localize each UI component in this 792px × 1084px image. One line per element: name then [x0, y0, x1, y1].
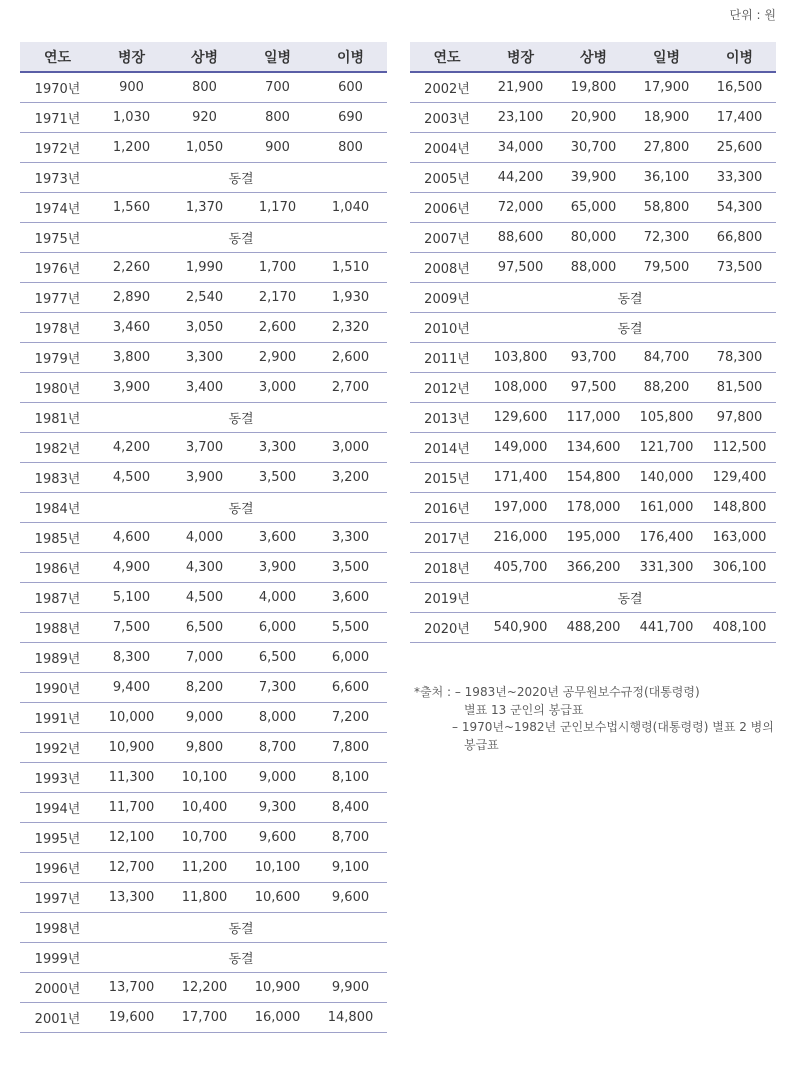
header-corporal: 상병 — [557, 42, 630, 72]
table-row — [20, 313, 387, 343]
pay-cell: 3,400 — [168, 373, 241, 403]
table-row — [20, 463, 387, 493]
header-private-first-class: 일병 — [241, 42, 314, 72]
unit-label: 단위 : 원 — [729, 8, 776, 22]
frozen-cell: 동결 — [484, 583, 776, 613]
pay-cell: 108,000 — [484, 373, 557, 403]
pay-cell: 17,900 — [630, 72, 703, 103]
pay-cell: 10,100 — [168, 763, 241, 793]
pay-cell: 97,500 — [557, 373, 630, 403]
pay-cell: 3,300 — [241, 433, 314, 463]
pay-cell: 4,000 — [241, 583, 314, 613]
pay-cell: 3,900 — [168, 463, 241, 493]
pay-cell: 8,700 — [241, 733, 314, 763]
table-row — [410, 553, 776, 583]
pay-cell: 121,700 — [630, 433, 703, 463]
pay-cell: 408,100 — [703, 613, 776, 643]
pay-cell: 178,000 — [557, 493, 630, 523]
source-note-line: *출처 : – 1983년~2020년 공무원보수규정(대통령령) — [414, 685, 700, 699]
pay-cell: 3,000 — [241, 373, 314, 403]
pay-cell: 129,600 — [484, 403, 557, 433]
year-cell: 1999년 — [20, 943, 95, 973]
pay-cell: 2,320 — [314, 313, 387, 343]
pay-cell: 2,540 — [168, 283, 241, 313]
frozen-cell: 동결 — [95, 403, 387, 433]
pay-cell: 7,000 — [168, 643, 241, 673]
pay-cell: 8,000 — [241, 703, 314, 733]
pay-cell: 13,300 — [95, 883, 168, 913]
pay-cell: 4,900 — [95, 553, 168, 583]
pay-cell: 140,000 — [630, 463, 703, 493]
pay-cell: 78,300 — [703, 343, 776, 373]
pay-cell: 12,700 — [95, 853, 168, 883]
table-row — [20, 913, 387, 943]
year-cell: 2004년 — [410, 133, 484, 163]
pay-cell: 197,000 — [484, 493, 557, 523]
pay-cell: 11,200 — [168, 853, 241, 883]
table-row — [20, 643, 387, 673]
year-cell: 1982년 — [20, 433, 95, 463]
frozen-cell: 동결 — [95, 493, 387, 523]
table-row — [410, 583, 776, 613]
table-row — [20, 163, 387, 193]
pay-cell: 1,040 — [314, 193, 387, 223]
pay-cell: 39,900 — [557, 163, 630, 193]
pay-cell: 7,500 — [95, 613, 168, 643]
pay-table-left — [20, 42, 387, 1033]
year-cell: 1973년 — [20, 163, 95, 193]
table-row — [20, 373, 387, 403]
pay-cell: 6,000 — [241, 613, 314, 643]
pay-cell: 3,700 — [168, 433, 241, 463]
year-cell: 1977년 — [20, 283, 95, 313]
pay-cell: 117,000 — [557, 403, 630, 433]
table-row — [20, 283, 387, 313]
table-header-row — [410, 42, 776, 72]
pay-cell: 900 — [241, 133, 314, 163]
table-row — [20, 133, 387, 163]
pay-cell: 112,500 — [703, 433, 776, 463]
pay-cell: 3,900 — [241, 553, 314, 583]
pay-cell: 10,600 — [241, 883, 314, 913]
table-row — [410, 133, 776, 163]
pay-cell: 331,300 — [630, 553, 703, 583]
pay-cell: 9,900 — [314, 973, 387, 1003]
table-row — [20, 193, 387, 223]
table-row — [20, 103, 387, 133]
pay-cell: 1,700 — [241, 253, 314, 283]
year-cell: 1993년 — [20, 763, 95, 793]
year-cell: 1989년 — [20, 643, 95, 673]
pay-cell: 2,260 — [95, 253, 168, 283]
pay-cell: 3,200 — [314, 463, 387, 493]
pay-cell: 2,170 — [241, 283, 314, 313]
pay-cell: 11,800 — [168, 883, 241, 913]
table-row — [20, 553, 387, 583]
table-row — [410, 283, 776, 313]
pay-cell: 73,500 — [703, 253, 776, 283]
pay-cell: 900 — [95, 72, 168, 103]
table-row — [20, 853, 387, 883]
pay-cell: 8,300 — [95, 643, 168, 673]
pay-table-right — [410, 42, 776, 643]
pay-cell: 3,800 — [95, 343, 168, 373]
year-cell: 2000년 — [20, 973, 95, 1003]
pay-cell: 7,200 — [314, 703, 387, 733]
year-cell: 1994년 — [20, 793, 95, 823]
year-cell: 1980년 — [20, 373, 95, 403]
pay-cell: 6,500 — [168, 613, 241, 643]
pay-cell: 10,100 — [241, 853, 314, 883]
table-row — [20, 823, 387, 853]
pay-cell: 1,030 — [95, 103, 168, 133]
pay-cell: 488,200 — [557, 613, 630, 643]
header-sergeant: 병장 — [95, 42, 168, 72]
pay-cell: 690 — [314, 103, 387, 133]
pay-cell: 600 — [314, 72, 387, 103]
pay-cell: 88,200 — [630, 373, 703, 403]
pay-cell: 8,100 — [314, 763, 387, 793]
table-row — [20, 403, 387, 433]
pay-cell: 3,500 — [314, 553, 387, 583]
table-row — [20, 523, 387, 553]
frozen-cell: 동결 — [484, 283, 776, 313]
year-cell: 1974년 — [20, 193, 95, 223]
year-cell: 1978년 — [20, 313, 95, 343]
table-row — [20, 613, 387, 643]
pay-cell: 7,300 — [241, 673, 314, 703]
year-cell: 1990년 — [20, 673, 95, 703]
pay-cell: 7,800 — [314, 733, 387, 763]
year-cell: 1995년 — [20, 823, 95, 853]
pay-cell: 72,000 — [484, 193, 557, 223]
year-cell: 1987년 — [20, 583, 95, 613]
pay-cell: 16,000 — [241, 1003, 314, 1033]
pay-cell: 19,800 — [557, 72, 630, 103]
pay-cell: 11,700 — [95, 793, 168, 823]
frozen-cell: 동결 — [95, 943, 387, 973]
table-row — [20, 433, 387, 463]
pay-cell: 9,800 — [168, 733, 241, 763]
pay-cell: 4,500 — [95, 463, 168, 493]
pay-cell: 17,400 — [703, 103, 776, 133]
pay-cell: 306,100 — [703, 553, 776, 583]
pay-cell: 1,170 — [241, 193, 314, 223]
year-cell: 2018년 — [410, 553, 484, 583]
pay-cell: 84,700 — [630, 343, 703, 373]
table-row — [20, 973, 387, 1003]
year-cell: 1981년 — [20, 403, 95, 433]
header-year: 연도 — [410, 42, 484, 72]
pay-cell: 81,500 — [703, 373, 776, 403]
year-cell: 2010년 — [410, 313, 484, 343]
pay-cell: 149,000 — [484, 433, 557, 463]
pay-cell: 3,050 — [168, 313, 241, 343]
header-private: 이병 — [314, 42, 387, 72]
pay-cell: 8,700 — [314, 823, 387, 853]
table-row — [410, 433, 776, 463]
pay-cell: 1,560 — [95, 193, 168, 223]
pay-cell: 13,700 — [95, 973, 168, 1003]
header-private-first-class: 일병 — [630, 42, 703, 72]
year-cell: 2009년 — [410, 283, 484, 313]
pay-cell: 6,000 — [314, 643, 387, 673]
table-row — [20, 583, 387, 613]
pay-cell: 9,100 — [314, 853, 387, 883]
pay-cell: 4,500 — [168, 583, 241, 613]
table-row — [20, 673, 387, 703]
pay-cell: 129,400 — [703, 463, 776, 493]
table-row — [20, 733, 387, 763]
pay-cell: 3,900 — [95, 373, 168, 403]
pay-cell: 16,500 — [703, 72, 776, 103]
year-cell: 2008년 — [410, 253, 484, 283]
pay-cell: 1,370 — [168, 193, 241, 223]
pay-cell: 148,800 — [703, 493, 776, 523]
frozen-cell: 동결 — [484, 313, 776, 343]
pay-cell: 30,700 — [557, 133, 630, 163]
pay-cell: 1,200 — [95, 133, 168, 163]
table-row — [410, 163, 776, 193]
pay-cell: 9,000 — [168, 703, 241, 733]
year-cell: 1996년 — [20, 853, 95, 883]
pay-cell: 12,200 — [168, 973, 241, 1003]
table-row — [410, 223, 776, 253]
table-row — [20, 343, 387, 373]
table-row — [410, 313, 776, 343]
pay-cell: 66,800 — [703, 223, 776, 253]
pay-cell: 154,800 — [557, 463, 630, 493]
pay-cell: 176,400 — [630, 523, 703, 553]
year-cell: 1984년 — [20, 493, 95, 523]
year-cell: 2014년 — [410, 433, 484, 463]
table-row — [410, 613, 776, 643]
pay-cell: 21,900 — [484, 72, 557, 103]
pay-cell: 10,900 — [95, 733, 168, 763]
table-row — [20, 793, 387, 823]
pay-cell: 2,600 — [314, 343, 387, 373]
pay-cell: 3,460 — [95, 313, 168, 343]
pay-cell: 4,300 — [168, 553, 241, 583]
table-row — [20, 1003, 387, 1033]
year-cell: 1997년 — [20, 883, 95, 913]
table-row — [20, 943, 387, 973]
pay-cell: 1,510 — [314, 253, 387, 283]
year-cell: 2016년 — [410, 493, 484, 523]
pay-cell: 14,800 — [314, 1003, 387, 1033]
table-row — [410, 463, 776, 493]
table-row — [410, 523, 776, 553]
pay-cell: 195,000 — [557, 523, 630, 553]
table-row — [410, 193, 776, 223]
pay-cell: 161,000 — [630, 493, 703, 523]
pay-cell: 5,500 — [314, 613, 387, 643]
pay-cell: 97,500 — [484, 253, 557, 283]
pay-cell: 10,700 — [168, 823, 241, 853]
year-cell: 2015년 — [410, 463, 484, 493]
pay-cell: 34,000 — [484, 133, 557, 163]
table-row — [20, 253, 387, 283]
pay-cell: 54,300 — [703, 193, 776, 223]
pay-cell: 23,100 — [484, 103, 557, 133]
pay-cell: 10,900 — [241, 973, 314, 1003]
year-cell: 1971년 — [20, 103, 95, 133]
pay-cell: 171,400 — [484, 463, 557, 493]
pay-cell: 800 — [314, 133, 387, 163]
table-row — [20, 493, 387, 523]
pay-cell: 17,700 — [168, 1003, 241, 1033]
year-cell: 2007년 — [410, 223, 484, 253]
pay-cell: 540,900 — [484, 613, 557, 643]
pay-cell: 33,300 — [703, 163, 776, 193]
pay-cell: 25,600 — [703, 133, 776, 163]
year-cell: 2019년 — [410, 583, 484, 613]
pay-cell: 700 — [241, 72, 314, 103]
year-cell: 1975년 — [20, 223, 95, 253]
year-cell: 2002년 — [410, 72, 484, 103]
pay-cell: 3,000 — [314, 433, 387, 463]
pay-cell: 6,500 — [241, 643, 314, 673]
year-cell: 1998년 — [20, 913, 95, 943]
pay-cell: 9,400 — [95, 673, 168, 703]
pay-cell: 800 — [168, 72, 241, 103]
table-row — [410, 373, 776, 403]
pay-cell: 405,700 — [484, 553, 557, 583]
year-cell: 1972년 — [20, 133, 95, 163]
pay-cell: 2,600 — [241, 313, 314, 343]
pay-cell: 163,000 — [703, 523, 776, 553]
pay-cell: 366,200 — [557, 553, 630, 583]
year-cell: 1985년 — [20, 523, 95, 553]
pay-cell: 19,600 — [95, 1003, 168, 1033]
year-cell: 1986년 — [20, 553, 95, 583]
pay-cell: 79,500 — [630, 253, 703, 283]
year-cell: 2013년 — [410, 403, 484, 433]
year-cell: 2006년 — [410, 193, 484, 223]
pay-cell: 1,930 — [314, 283, 387, 313]
pay-cell: 134,600 — [557, 433, 630, 463]
year-cell: 1979년 — [20, 343, 95, 373]
table-row — [20, 763, 387, 793]
pay-cell: 4,600 — [95, 523, 168, 553]
year-cell: 2020년 — [410, 613, 484, 643]
pay-cell: 9,600 — [241, 823, 314, 853]
pay-cell: 20,900 — [557, 103, 630, 133]
pay-cell: 2,700 — [314, 373, 387, 403]
pay-cell: 97,800 — [703, 403, 776, 433]
pay-cell: 9,600 — [314, 883, 387, 913]
year-cell: 2011년 — [410, 343, 484, 373]
header-year: 연도 — [20, 42, 95, 72]
pay-cell: 3,300 — [314, 523, 387, 553]
table-header-row — [20, 42, 387, 72]
year-cell: 2012년 — [410, 373, 484, 403]
pay-cell: 10,400 — [168, 793, 241, 823]
pay-cell: 44,200 — [484, 163, 557, 193]
header-private: 이병 — [703, 42, 776, 72]
header-corporal: 상병 — [168, 42, 241, 72]
table-row — [20, 72, 387, 103]
pay-cell: 920 — [168, 103, 241, 133]
year-cell: 2003년 — [410, 103, 484, 133]
year-cell: 1983년 — [20, 463, 95, 493]
pay-cell: 3,300 — [168, 343, 241, 373]
pay-cell: 4,000 — [168, 523, 241, 553]
year-cell: 1988년 — [20, 613, 95, 643]
pay-cell: 103,800 — [484, 343, 557, 373]
table-row — [410, 253, 776, 283]
pay-cell: 1,990 — [168, 253, 241, 283]
year-cell: 1992년 — [20, 733, 95, 763]
pay-cell: 72,300 — [630, 223, 703, 253]
pay-cell: 88,600 — [484, 223, 557, 253]
table-row — [20, 883, 387, 913]
pay-cell: 58,800 — [630, 193, 703, 223]
pay-cell: 441,700 — [630, 613, 703, 643]
pay-cell: 93,700 — [557, 343, 630, 373]
source-note-line: – 1970년~1982년 군인보수법시행령(대통령령) 별표 2 병의 — [452, 720, 774, 734]
year-cell: 2017년 — [410, 523, 484, 553]
year-cell: 2005년 — [410, 163, 484, 193]
pay-cell: 3,600 — [241, 523, 314, 553]
frozen-cell: 동결 — [95, 223, 387, 253]
pay-cell: 105,800 — [630, 403, 703, 433]
pay-cell: 18,900 — [630, 103, 703, 133]
pay-cell: 1,050 — [168, 133, 241, 163]
pay-cell: 3,600 — [314, 583, 387, 613]
pay-cell: 9,300 — [241, 793, 314, 823]
pay-cell: 3,500 — [241, 463, 314, 493]
table-row — [410, 343, 776, 373]
pay-cell: 2,890 — [95, 283, 168, 313]
pay-cell: 216,000 — [484, 523, 557, 553]
source-note-line: 봉급표 — [464, 737, 499, 752]
frozen-cell: 동결 — [95, 163, 387, 193]
table-row — [410, 493, 776, 523]
pay-cell: 65,000 — [557, 193, 630, 223]
pay-cell: 80,000 — [557, 223, 630, 253]
table-row — [410, 403, 776, 433]
source-note-line: 별표 13 군인의 봉급표 — [464, 702, 584, 717]
pay-cell: 6,600 — [314, 673, 387, 703]
pay-cell: 12,100 — [95, 823, 168, 853]
table-row — [20, 703, 387, 733]
header-sergeant: 병장 — [484, 42, 557, 72]
pay-cell: 2,900 — [241, 343, 314, 373]
pay-cell: 9,000 — [241, 763, 314, 793]
pay-cell: 10,000 — [95, 703, 168, 733]
pay-cell: 36,100 — [630, 163, 703, 193]
year-cell: 1991년 — [20, 703, 95, 733]
pay-cell: 800 — [241, 103, 314, 133]
pay-cell: 8,200 — [168, 673, 241, 703]
pay-cell: 27,800 — [630, 133, 703, 163]
year-cell: 1970년 — [20, 72, 95, 103]
year-cell: 2001년 — [20, 1003, 95, 1033]
pay-cell: 11,300 — [95, 763, 168, 793]
frozen-cell: 동결 — [95, 913, 387, 943]
pay-cell: 88,000 — [557, 253, 630, 283]
pay-cell: 8,400 — [314, 793, 387, 823]
source-note — [414, 684, 779, 754]
pay-cell: 4,200 — [95, 433, 168, 463]
table-row — [410, 72, 776, 103]
table-row — [20, 223, 387, 253]
table-row — [410, 103, 776, 133]
year-cell: 1976년 — [20, 253, 95, 283]
pay-cell: 5,100 — [95, 583, 168, 613]
